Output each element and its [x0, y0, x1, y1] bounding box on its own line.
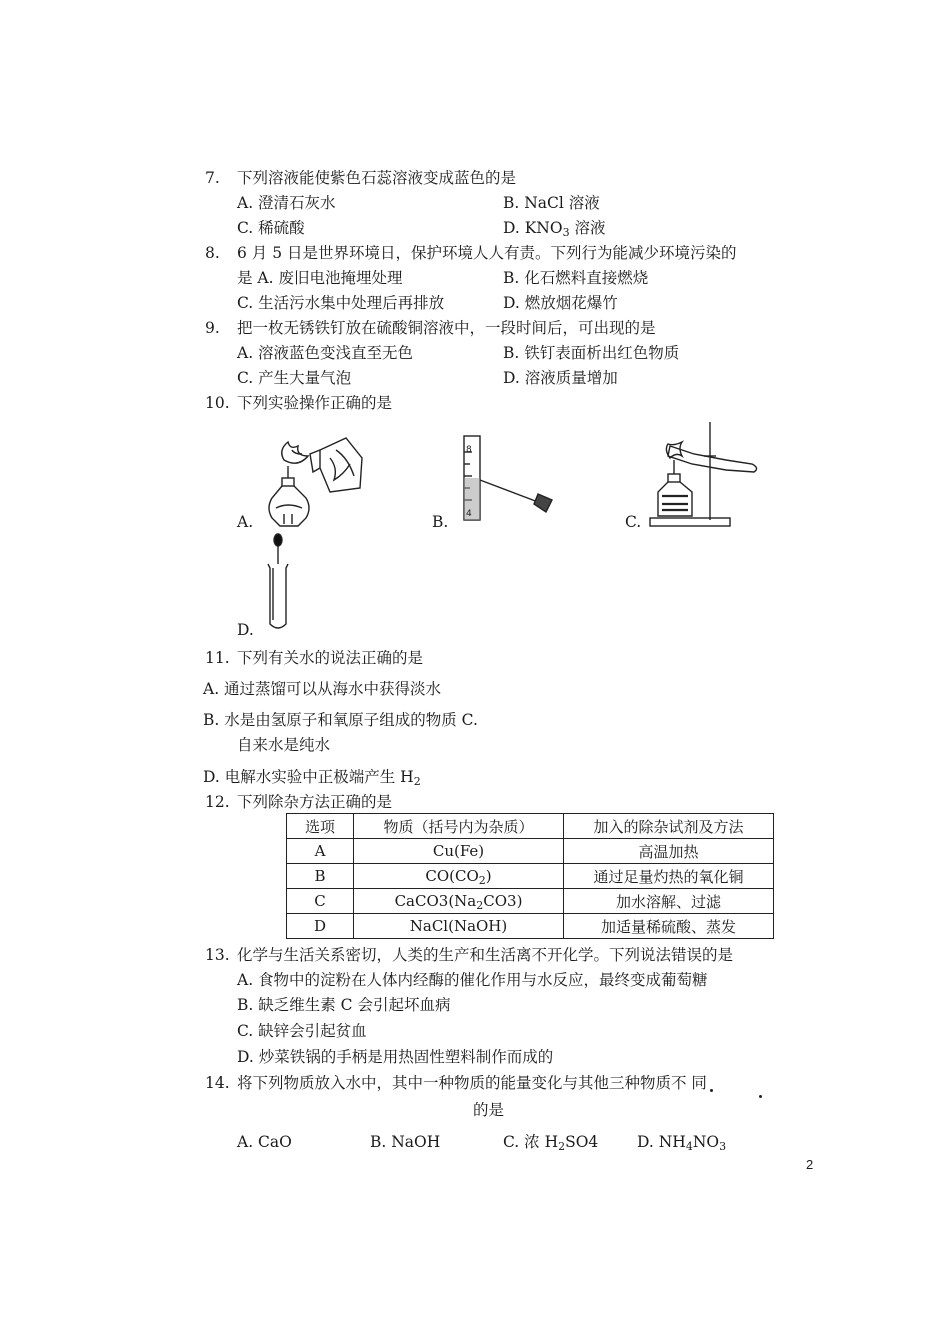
- q11-stem: 下列有关水的说法正确的是: [237, 649, 424, 667]
- dropper-test-tube-figure: [266, 532, 296, 634]
- q11-option-a: A. 通过蒸馏可以从海水中获得淡水: [203, 680, 442, 698]
- q12-stem: 下列除杂方法正确的是: [237, 793, 393, 811]
- q7-number: 7.: [205, 169, 220, 187]
- row-method: 通过足量灼热的氧化铜: [564, 864, 774, 889]
- test-tube-heating-stand-figure: [648, 420, 760, 530]
- q14-option-c: C. 浓 $H_2SO4$: [503, 1133, 599, 1153]
- row-method: 加适量稀硫酸、蒸发: [564, 914, 774, 939]
- q14-option-b: B. NaOH: [370, 1133, 441, 1151]
- q7-option-d: D. $KNO_3$ 溶液: [503, 219, 606, 239]
- q9-option-d: D. 溶液质量增加: [503, 369, 618, 387]
- graduated-cylinder-reading-figure: [460, 432, 562, 524]
- emphasis-dot: [710, 1089, 713, 1092]
- q11-number: 11.: [205, 649, 230, 667]
- header-substance: 物质（括号内为杂质）: [354, 814, 564, 839]
- row-method: 加水溶解、过滤: [564, 889, 774, 914]
- q8-number: 8.: [205, 244, 220, 262]
- q10-stem: 下列实验操作正确的是: [237, 394, 393, 412]
- q9-stem: 把一枚无锈铁钉放在硫酸铜溶液中，一段时间后，可出现的是: [237, 319, 656, 337]
- row-option: D: [287, 914, 354, 939]
- row-option: C: [287, 889, 354, 914]
- q10-option-b-label: B.: [432, 513, 449, 531]
- q10-number: 10.: [205, 394, 230, 412]
- row-substance: $CO(CO_2)$: [354, 864, 564, 889]
- table-row: [287, 889, 774, 914]
- q11-option-d: D. 电解水实验中正极端产生 $H_2$: [203, 768, 421, 788]
- q10-option-c-label: C.: [625, 513, 642, 531]
- q11-option-b: B. 水是由氢原子和氧原子组成的物质 C.: [203, 711, 478, 729]
- q13-stem: 化学与生活关系密切，人类的生产和生活离不开化学。下列说法错误的是: [237, 946, 734, 964]
- row-substance: Cu(Fe): [354, 839, 564, 864]
- q10-option-d-label: D.: [237, 621, 254, 639]
- row-option: A: [287, 839, 354, 864]
- q13-option-a: A. 食物中的淀粉在人体内经酶的催化作用与水反应，最终变成葡萄糖: [237, 971, 708, 989]
- cylinder-top-mark: 8: [466, 445, 472, 455]
- q7-stem: 下列溶液能使紫色石蕊溶液变成蓝色的是: [237, 169, 517, 187]
- purification-table: [286, 813, 774, 939]
- q8-option-a: 是 A. 废旧电池掩埋处理: [237, 269, 403, 287]
- q8-stem: 6 月 5 日是世界环境日，保护环境人人有责。下列行为能减少环境污染的: [237, 244, 737, 262]
- q8-option-d: D. 燃放烟花爆竹: [503, 294, 618, 312]
- q9-option-c: C. 产生大量气泡: [237, 369, 352, 387]
- page-number: 2: [806, 1157, 814, 1172]
- q14-stem: 将下列物质放入水中，其中一种物质的能量变化与其他三种物质不 同: [237, 1074, 707, 1092]
- alcohol-lamp-lighting-figure: [258, 428, 368, 532]
- emphasis-dot: [759, 1095, 762, 1098]
- row-substance: $CaCO3(Na_2CO3)$: [354, 889, 564, 914]
- row-substance: NaCl(NaOH): [354, 914, 564, 939]
- q14-option-a: A. CaO: [237, 1133, 292, 1151]
- table-row: [287, 914, 774, 939]
- q11-option-c: 自来水是纯水: [237, 736, 331, 754]
- q9-number: 9.: [205, 319, 220, 337]
- q7-option-c: C. 稀硫酸: [237, 219, 305, 237]
- q8-option-c: C. 生活污水集中处理后再排放: [237, 294, 445, 312]
- q13-option-b: B. 缺乏维生素 C 会引起坏血病: [237, 996, 451, 1014]
- q7-option-b: B. NaCl 溶液: [503, 194, 600, 212]
- row-method: 高温加热: [564, 839, 774, 864]
- table-row: [287, 839, 774, 864]
- q13-option-d: D. 炒菜铁锅的手柄是用热固性塑料制作而成的: [237, 1048, 554, 1066]
- cylinder-bottom-mark: 4: [466, 509, 472, 519]
- row-option: B: [287, 864, 354, 889]
- q14-stem-line2: 的是: [473, 1101, 505, 1119]
- q8-option-b: B. 化石燃料直接燃烧: [503, 269, 649, 287]
- q12-number: 12.: [205, 793, 230, 811]
- q13-number: 13.: [205, 946, 230, 964]
- q14-option-d: D. $NH_4NO_3$: [637, 1133, 727, 1153]
- q9-option-a: A. 溶液蓝色变浅直至无色: [237, 344, 414, 362]
- q9-option-b: B. 铁钉表面析出红色物质: [503, 344, 680, 362]
- table-header-row: [287, 814, 774, 839]
- q10-option-a-label: A.: [237, 513, 254, 531]
- header-method: 加入的除杂试剂及方法: [564, 814, 774, 839]
- q7-option-a: A. 澄清石灰水: [237, 194, 336, 212]
- table-row: [287, 864, 774, 889]
- q14-number: 14.: [205, 1074, 230, 1092]
- q13-option-c: C. 缺锌会引起贫血: [237, 1022, 367, 1040]
- header-option: 选项: [287, 814, 354, 839]
